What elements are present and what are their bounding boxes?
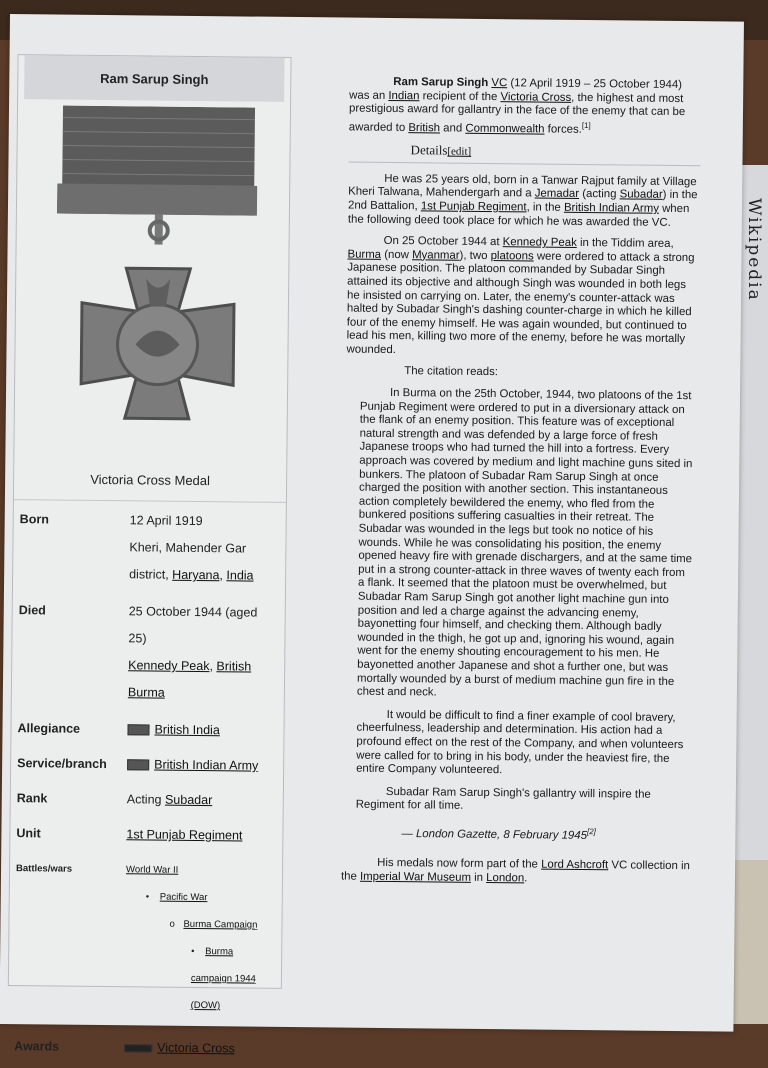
attribution-text: — London Gazette, 8 February 1945 [401,827,588,842]
british-burma-link[interactable]: British Burma [127,659,252,700]
london-link[interactable]: London [486,871,525,885]
haryana-link[interactable]: Haryana [172,567,220,583]
article-body [341,76,702,896]
dow-link[interactable]: (DOW) [190,999,221,1012]
service-label: Service/branch [17,756,107,772]
quote-paragraph-2: It would be difficult to find a finer example of cool bravery, cheerfulness, leadership and determination. His action had a profound effect on the rest of the Company, and when volunteers were called for to bring in his body, under the heaviest fire, the entire Company volunteered. [356,708,684,777]
citation-quote [342,387,698,816]
battles-value [124,856,276,1020]
infobox-row-allegiance [11,715,283,745]
born-label: Born [19,512,49,527]
infobox-row-born [13,506,286,590]
battle-level-4 [124,937,275,1020]
kennedy-peak-article-link[interactable]: Kennedy Peak [502,236,577,250]
ref-1[interactable]: [1] [581,120,591,130]
victoria-cross-medal-icon [54,106,258,458]
lead-paragraph [349,76,702,139]
punjab-regiment-article-link[interactable]: 1st Punjab Regiment [420,200,527,214]
died-date: 25 October 1944 (aged 25) [128,604,258,646]
lead-text: recipient of the [422,89,498,103]
body-text: , in the [526,201,561,214]
died-label: Died [18,603,46,618]
subadar-link[interactable]: Subadar [164,792,213,808]
section-title: Details [410,142,448,158]
ribbon-icon [124,1044,152,1052]
infobox [8,54,292,1056]
infobox-row-service [11,750,283,780]
british-india-link[interactable]: British India [154,722,220,738]
born-place [129,534,280,590]
infobox-row-rank [11,785,283,815]
body-text: (now [384,248,409,261]
infobox-row-battles [8,855,282,1020]
body-text: were ordered to attack a strong Japanese position. The platoon commanded by Subadar Singh attained its objective and although Singh was wounded in both legs he insisted on carrying on. Later, the enemy's counter-attack was halted by Subadar Singh's dashing counter-charge in which he killed four of the enemy himself. He was again wounded, but continued to lead his men, killing two more of the enemy, before he was mortally wounded. [346,250,695,356]
born-value [129,507,280,590]
subadar-article-link[interactable]: Subadar [619,188,663,202]
service-value [127,751,277,780]
burma-link[interactable]: Burma [347,248,382,261]
flag-icon [127,724,149,735]
body-text: . [524,872,528,885]
body-text: ), two [459,249,488,262]
quote-paragraph-3: Subadar Ram Sarup Singh's gallantry will inspire the Regiment for all time. [355,785,651,813]
born-place-text: Kheri, Mahender Gar district, [129,540,247,582]
infobox-caption: Victoria Cross Medal [14,459,286,503]
wikipedia-wordmark: Wikipedia [744,198,764,302]
allegiance-value [127,716,277,745]
awards-value [124,1034,274,1063]
infobox-row-unit [10,820,282,850]
imperial-war-museum-link[interactable]: Imperial War Museum [359,870,472,884]
awards-label: Awards [14,1039,60,1054]
lord-ashcroft-link[interactable]: Lord Ashcroft [541,858,609,872]
body-text: in the Tiddim area, [579,237,674,251]
jemadar-link[interactable]: Jemadar [534,187,580,201]
body-text: On 25 October 1944 at [383,235,500,249]
kennedy-peak-link[interactable]: Kennedy Peak [128,658,210,674]
lead-text: and [443,122,463,135]
citation-attribution [341,822,693,844]
edit-link[interactable]: [edit] [447,145,472,159]
battle-level-1 [126,856,276,885]
vc-link[interactable]: VC [491,77,508,90]
quote-paragraph-1: In Burma on the 25th October, 1944, two platoons of the 1st Punjab Regiment were ordered to put in a diversionary attack on the flank of an enemy position. This feature was of exceptional natural strength and was defended by a large force of fresh Japanese troops who had turned the hill into a fortress. Every approach was covered by medium and light machine guns sited in bunkers. The platoon of Subadar Ram Sarup Singh at once charged the position with another section. This instantaneous action completely bewildered the enemy, who fled from the bunkered positions suffering casualties in their retreat. The Subadar was wounded in the legs but took no notice of his wounds. While he was consolidating his position, the enemy opened heavy fire with grenade dischargers, and at the same time put in a strong counter-attack in three waves of twenty each from a flank. It seemed that the platoon must be overwhelmed, but Subadar Ram Sarup Singh got another light machine gun into position and led a charge against the advancing enemy, bayonetting four himself, and checking them. Although badly wounded in the thigh, he got up and, ignoring his wound, again went for the enemy shouting encouragement to his men. He bayonetted another Japanese and shot a further one, but was mortally wounded by a burst of medium machine gun fire in the chest and neck. [356,387,693,699]
infobox-row-awards [8,1033,280,1063]
medal-image [14,99,290,462]
victoria-cross-article-link[interactable]: Victoria Cross [500,90,572,104]
died-separator: , [209,659,214,674]
unit-value [126,821,276,850]
citation-intro: The citation reads: [404,365,499,379]
section-heading-details [348,143,700,166]
british-link[interactable]: British [408,121,441,135]
commonwealth-link[interactable]: Commonwealth [465,122,545,136]
british-indian-army-article-link[interactable]: British Indian Army [563,201,659,215]
infobox-row-died [12,597,285,708]
battle-level-2 [126,883,276,912]
myanmar-link[interactable]: Myanmar [412,248,460,262]
details-paragraph-1 [348,172,701,230]
died-value [128,598,279,708]
indian-link[interactable]: Indian [388,89,420,102]
allegiance-label: Allegiance [17,721,81,736]
body-text: He was 25 years old, born in a Tanwar Rajput family at Village Kheri Talwana, Mahendergarh and a [348,172,697,200]
body-text: His medals now form part of the [377,857,538,871]
subject-name: Ram Sarup Singh [393,76,489,90]
world-war-ii-link[interactable]: World War II [125,864,179,876]
body-text: (acting [582,188,617,201]
details-paragraph-2 [346,235,699,361]
born-separator: , [219,568,224,583]
battles-label: Battles/wars [15,863,73,875]
platoons-link[interactable]: platoons [490,249,534,263]
bullet-icon: • [191,945,195,957]
ref-2[interactable]: [2] [586,826,596,837]
lead-text: , the highest and most prestigious award for gallantry in the face of the enemy that can be awarded to [348,91,686,134]
punjab-regiment-link[interactable]: 1st Punjab Regiment [126,827,243,843]
circle-bullet-icon: o [169,918,175,930]
rank-prefix: Acting [126,792,162,807]
body-text: ) in the 2nd Battalion, [347,189,698,213]
unit-label: Unit [16,826,41,841]
lead-text: (12 April 1919 – 25 October 1944) was an [349,77,683,102]
bullet-icon: • [145,891,150,903]
body-text: in [474,871,484,884]
lead-text: forces. [547,123,582,136]
victoria-cross-link[interactable]: Victoria Cross [157,1040,235,1056]
burma-campaign-1944-link[interactable]: Burma campaign 1944 [190,946,256,985]
battle-level-3 [125,910,275,939]
india-link[interactable]: India [226,568,254,583]
died-place [128,652,279,708]
pacific-war-link[interactable]: Pacific War [159,891,208,904]
burma-campaign-link[interactable]: Burma Campaign [183,918,258,931]
flag-icon [127,759,149,770]
rank-value [127,786,277,815]
british-indian-army-link[interactable]: British Indian Army [154,757,259,773]
closing-paragraph [341,857,693,888]
printed-page [0,14,744,1056]
born-date: 12 April 1919 [129,513,203,529]
rank-label: Rank [16,791,48,806]
infobox-title: Ram Sarup Singh [24,55,284,102]
body-text: when the following deed took place for which he was awarded the VC. [347,202,690,229]
body-text: VC collection in the [340,859,690,883]
